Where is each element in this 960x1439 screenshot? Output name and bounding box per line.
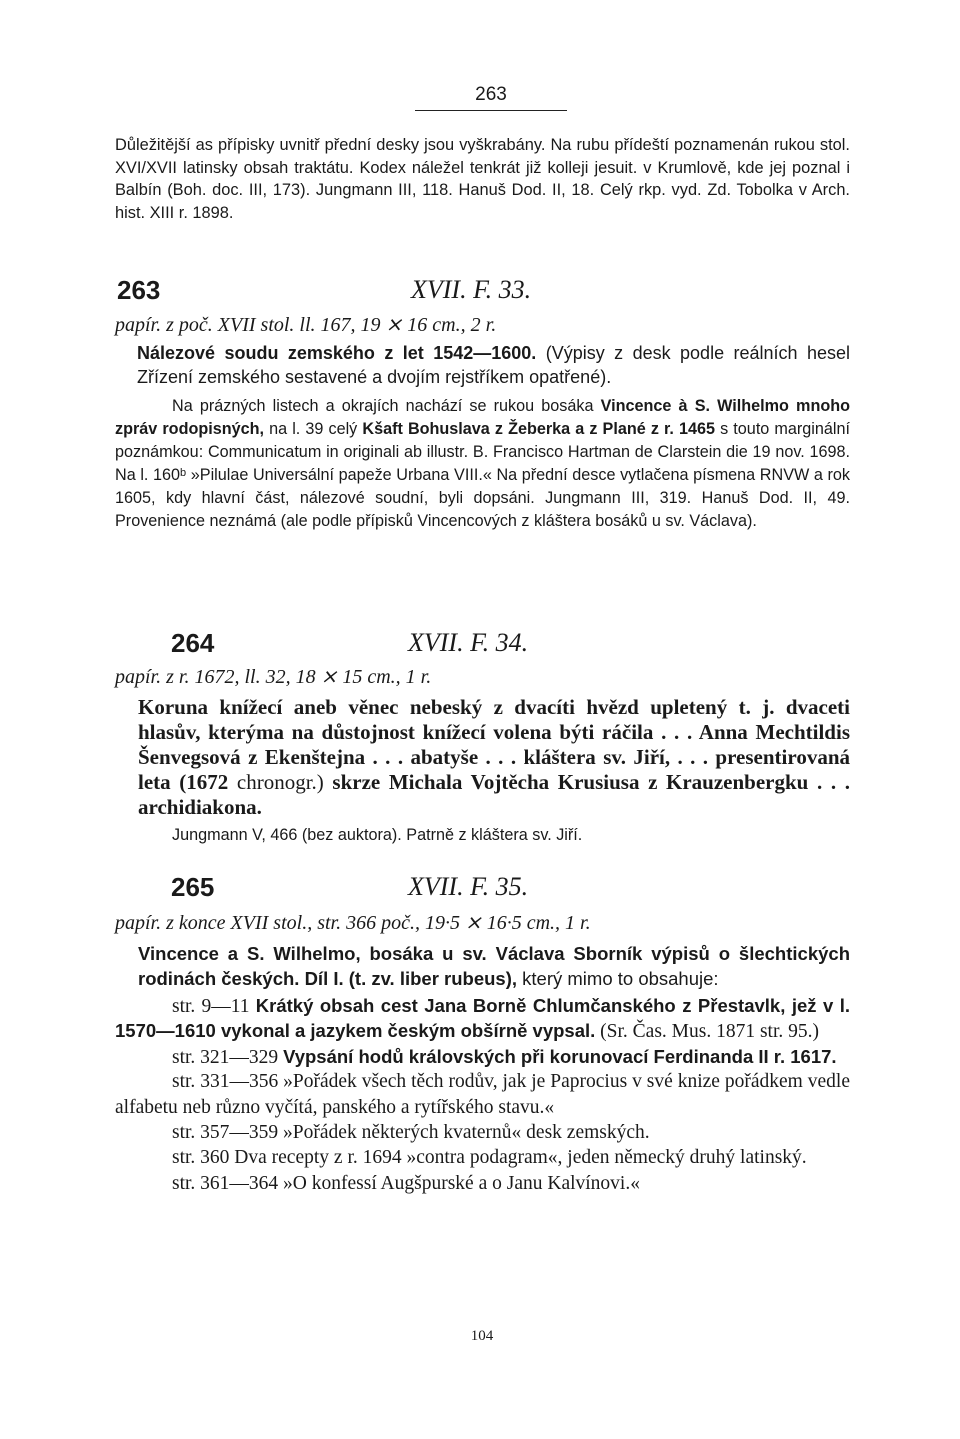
title-bold: Vincence a S. Wilhelmo, bosáka u sv. Václava Sborník výpisů o šlechtických rodinách českých. Díl I. (t. zv. liber rubeus), (138, 943, 850, 989)
entry-265 (115, 872, 850, 1196)
item-text: str. 331—356 »Pořádek všech těch rodův, jak je Paprocius v své knize pořádkem vedle alfabetu neb různo vyčítá, panského a rytířského stavu.« (115, 1071, 850, 1118)
contents-item (115, 1045, 850, 1070)
shelfmark: XVII. F. 34. (408, 628, 529, 657)
entry-number: 265 (171, 872, 215, 902)
item-text: str. 321—329 (172, 1046, 279, 1068)
contents-item (115, 1145, 850, 1170)
note-text: na l. 39 celý (269, 420, 358, 438)
contents-item (115, 1171, 850, 1196)
item-bold: Krátký obsah cest Jana Borně Chlumčanského z Přestavlk, jež v l. 1570—1610 vykonal a jazykem českým obšírně vypsal. (115, 995, 851, 1042)
note-text: Na prázných listech a okrajích nachází se rukou bosáka (172, 397, 594, 415)
contents-item (115, 1120, 850, 1145)
item-text: str. 361—364 »O konfessí Augšpurské a o Janu Kalvínovi.« (172, 1172, 640, 1194)
entry-title (115, 341, 850, 389)
shelfmark: XVII. F. 33. (411, 275, 532, 304)
entry-note: Jungmann V, 466 (bez auktora). Patrně z kláštera sv. Jiří. (172, 826, 583, 844)
contents-list (115, 994, 850, 1196)
folio-number: 104 (470, 1328, 494, 1344)
title-rest: (Výpisy z desk podle reálních hesel Zřízení zemského sestavené a dvojím rejstříkem opatřené). (137, 343, 850, 387)
shelfmark: XVII. F. 35. (408, 872, 529, 901)
note-bold: Vincence à S. Wilhelmo mnoho zpráv rodopisných, (115, 397, 851, 438)
item-bold: Vypsání hodů královských při korunovací Ferdinanda II r. 1617. (283, 1045, 837, 1067)
entry-number: 264 (171, 628, 215, 658)
entry-264 (115, 628, 850, 847)
entry-title (115, 695, 850, 820)
title-rest: který mimo to obsahuje: (522, 968, 719, 989)
item-text: str. 9—11 (172, 996, 250, 1017)
item-text: str. 360 Dva recepty z r. 1694 »contra podagram«, jeden německý druhý latinský. (172, 1147, 807, 1169)
title-bold: Koruna knížecí aneb věnec nebeský z dvacíti hvězd upletený t. j. dvaceti hlasův, kterýma na důstojnost knížecí volena býti ráčila . . . Anna Mechtildis Šenvegsová z Ekenštejna . . . abatyše . . . kláštera sv. Jiří, . . . presentirovaná leta (1672 (138, 695, 850, 794)
item-text: str. 357—359 »Pořádek některých kvaternů« desk zemských. (172, 1122, 650, 1144)
title-bold: Nálezové soudu zemského z let 1542—1600. (137, 343, 537, 363)
material-line: papír. z r. 1672, ll. 32, 18 ⨯ 15 cm., 1 r. (115, 666, 432, 688)
page-number: 263 (415, 84, 567, 111)
item-text: (Sr. Čas. Mus. 1871 str. 95.) (600, 1021, 820, 1043)
title-bold: skrze Michala Vojtěcha Krusiusa z Krauzenbergku . . . archidiakona. (138, 770, 850, 819)
contents-item (115, 994, 850, 1045)
entry-title (115, 941, 850, 991)
entry-note (115, 395, 850, 533)
note-text: s touto marginální poznámkou: Communicatum in originali ab illustr. B. Francisco Hartman de Clarstein die 19 nov. 1698. Na l. 160ᵇ »Pilulae Universální papeže Urbana VIII.« Na přední desce vytlačena písmena RNVW a rok 1605, kdy hlavní část, nálezové soudní, byli dopsáni. Jungmann III, 319. Hanuš Dod. II, 49. Provenience neznámá (ale podle přípisků Vincencových z kláštera bosáků u sv. Václava). (115, 420, 850, 530)
title-normal: chronogr.) (236, 770, 324, 794)
material-line: papír. z poč. XVII stol. ll. 167, 19 ⨯ 16 cm., 2 r. (115, 314, 497, 336)
material-line: papír. z konce XVII stol., str. 366 poč., 19·5 ⨯ 16·5 cm., 1 r. (115, 912, 591, 934)
entry-263 (115, 275, 850, 533)
intro-paragraph: Důležitější as přípisky uvnitř přední desky jsou vyškrabány. Na rubu přídeští poznamenán rukou stol. XVI/XVII latinsky obsah traktátu. Kodex náležel tenkrát již kolleji jesuit. v Krumlově, kde jej poznal i Balbín (Boh. doc. III, 173). Jungmann III, 118. Hanuš Dod. II, 18. Celý rkp. vyd. Zd. Tobolka v Arch. hist. XIII r. 1898. (115, 136, 850, 222)
entry-number: 263 (117, 275, 161, 305)
contents-item (115, 1070, 850, 1120)
note-bold: Kšaft Bohuslava z Žeberka a z Plané z r. 1465 (362, 420, 716, 438)
